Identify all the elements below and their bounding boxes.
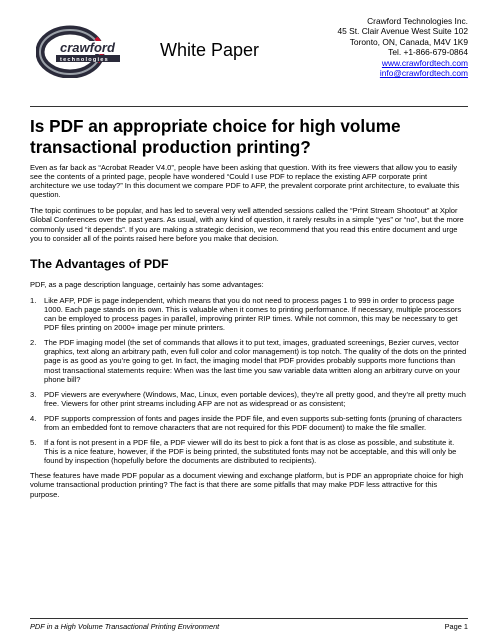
logo-subtext: technologies xyxy=(60,57,109,63)
list-item: 1. Like AFP, PDF is page independent, which means that you do not need to process pages 1 to 999 in order to process page 1000. Each page stands on its own. This is valuable when it comes to printing performance. If necessary, multiple processors can be employed to process pages in parallel, improving printer RIP times. While not common, this may be necessary to get PDF files printing on 2000+ image per minute printers. xyxy=(30,295,462,333)
email-link[interactable]: info@crawfordtech.com xyxy=(379,68,468,79)
section-intro: PDF, as a page description language, certainly has some advantages: xyxy=(30,279,264,289)
phone-number: Tel. +1-866-679-0864 xyxy=(388,47,468,58)
crawford-logo-mark xyxy=(36,22,136,78)
section-heading: The Advantages of PDF xyxy=(30,256,169,271)
footer-document-title: PDF in a High Volume Transactional Printing Environment xyxy=(30,622,220,631)
list-item: 5. If a font is not present in a PDF file, a PDF viewer will do its best to pick a font that is as close as possible, and substitute it. This is a nice feature, however, if the PDF is being printed, the substituted fonts may not be acceptable, and this will only be found by inspection (hopefully before the documents are distributed to recipients). xyxy=(30,438,457,466)
footer-divider xyxy=(30,618,468,619)
header-divider xyxy=(30,106,468,107)
article-title: Is PDF an appropriate choice for high volume transactional production printing? xyxy=(30,116,401,157)
list-item: 3. PDF viewers are everywhere (Windows, Mac, Linux, even portable devices), they’re all pretty good, and they’re all pretty much free. Viewers for other print streams including AFP are not as widespread or as consistent; xyxy=(30,389,466,408)
address-line-2: Toronto, ON, Canada, M4V 1K9 xyxy=(349,36,468,47)
list-item: 4. PDF supports compression of fonts and pages inside the PDF file, and even supports sub-setting fonts (pruning of characters from an embedded font to remove characters that are not required for this PDF document) to make the file smaller. xyxy=(30,413,462,432)
list-item: 2. The PDF imaging model (the set of commands that allows it to put text, images, graduated screenings, Bezier curves, vector graphics, text along an arbitrary path, even full color and color management) is top notch. The quality of the dots on the printed page is as good as you’re going to get. In fact, the imaging model that PDF provides probably supports more functions than most transactional statements require: When was the last time you saw variable data written along an arbitrary curve on your phone bill? xyxy=(30,338,467,384)
contact-block xyxy=(337,16,468,78)
website-link[interactable]: www.crawfordtech.com xyxy=(381,57,468,68)
address-line-1: 45 St. Clair Avenue West Suite 102 xyxy=(337,26,468,37)
advantages-list xyxy=(30,296,468,466)
company-name: Crawford Technologies Inc. xyxy=(367,16,468,26)
article-body xyxy=(30,116,468,506)
closing-paragraph: These features have made PDF popular as a document viewing and exchange platform, but is PDF an appropriate choice for high volume transactional production printing? The fact is that there are some pitfalls that may make PDF less attractive for this purpose. xyxy=(30,471,464,499)
intro-paragraph-1: Even as far back as “Acrobat Reader V4.0”, people have been asking that question. With its free viewers that allow you to easily see the contents of a printed page, people have wondered “Could I use PDF to replace the existing AFP corporate print architecture we use today?” In this document we compare PDF to AFP, the prevalent corporate print architecture, to evaluate this question. xyxy=(30,163,460,200)
white-paper-title: White Paper xyxy=(160,40,260,60)
logo-wordmark: crawford xyxy=(60,40,115,55)
crawford-logo xyxy=(36,22,136,78)
page-number: Page 1 xyxy=(444,622,468,631)
intro-paragraph-2: The topic continues to be popular, and has led to several very well attended sessions called the “Print Stream Shootout” at Xplor Global Conferences over the past years. As usual, with any kind of question, it rarely results in a simple “yes” or “no”, but the more commonly used “it depends”. If you are making a strategic decision, we recommend that you read this entire document and urge you to consider all of the points raised here before you make that decision. xyxy=(30,206,464,243)
